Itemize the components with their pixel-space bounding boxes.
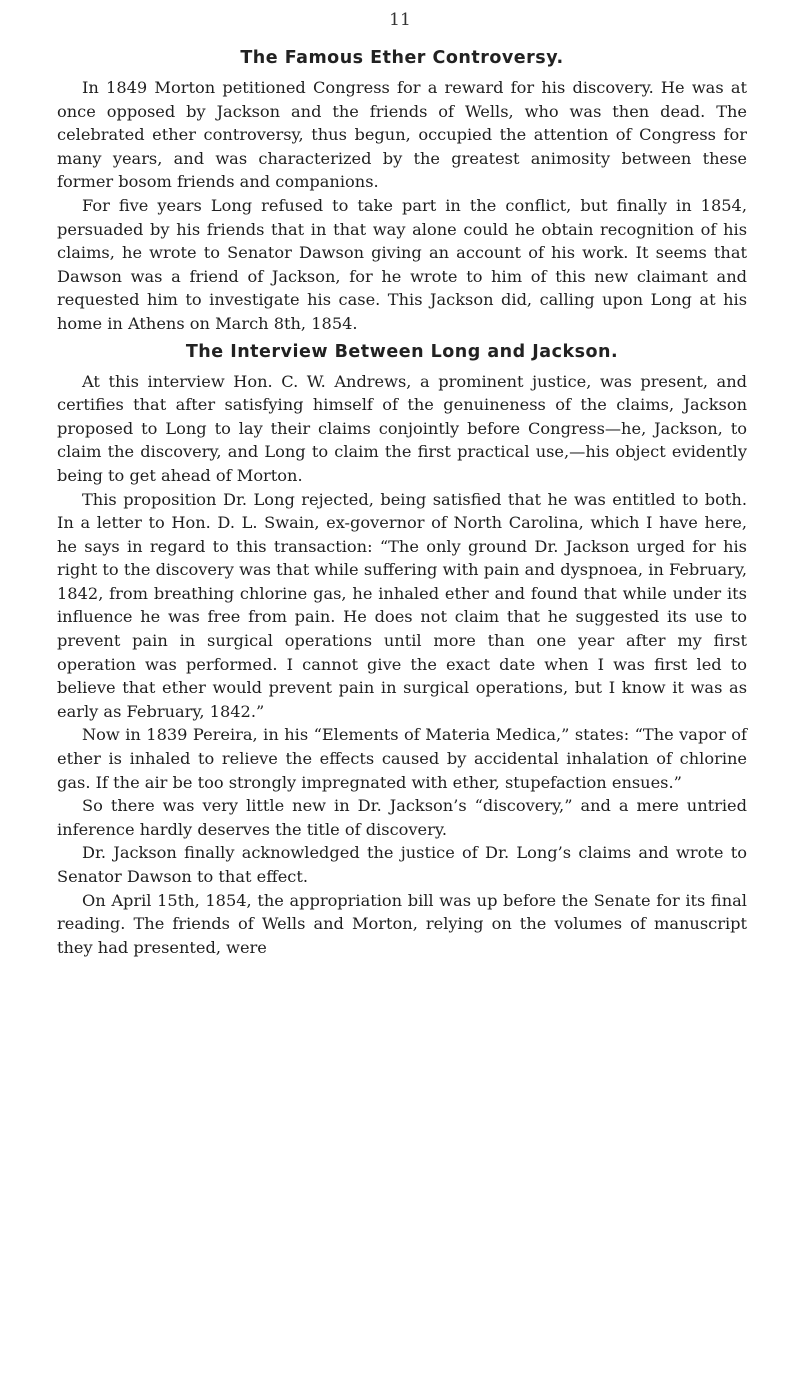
paragraph: In 1849 Morton petitioned Congress for a reward for his discovery. He was at once opposed by Jackson and the friends of Wells, who was then dead. The celebrated ether controversy, thus begun, occupied the attention of Congress for many years, and was characterized by the greatest animosity between these former bosom friends and companions. xyxy=(57,78,747,192)
paragraph: On April 15th, 1854, the appropriation bill was up before the Senate for its final reading. The friends of Wells and Morton, relying on the volumes of manuscript they had presented, were xyxy=(57,890,747,957)
section-heading-interview: The Interview Between Long and Jackson. xyxy=(185,341,619,362)
paragraph: Now in 1839 Pereira, in his “Elements of Materia Medica,” states: “The vapor of ether is inhaled to relieve the effects caused by accidental inhalation of chlorine gas. If the air be too strongly impregnated with ether, stupefaction ensues.” xyxy=(57,725,747,792)
section-heading-ether-controversy: The Famous Ether Controversy. xyxy=(240,48,564,68)
paragraph: This proposition Dr. Long rejected, being satisfied that he was entitled to both. In a letter to Hon. D. L. Swain, ex-governor of North Carolina, which I have here, he says in regard to this transaction: “The only ground Dr. Jackson urged for his right to the discovery was that while suffering with pain and dyspnoea, in February, 1842, from breathing chlorine gas, he inhaled ether and found that while under its influence he was free from pain. He does not claim that he suggested its use to prevent pain in surgical operations until more than one year after my first operation was performed. I cannot give the exact date when I was first led to believe that ether would prevent pain in surgical operations, but I know it was as early as February, 1842.” xyxy=(57,489,747,721)
paragraph: So there was very little new in Dr. Jackson’s “discovery,” and a mere untried inference hardly deserves the title of discovery. xyxy=(57,796,747,839)
document-body xyxy=(57,48,747,959)
paragraph: For five years Long refused to take part in the conflict, but finally in 1854, persuaded by his friends that in that way alone could he obtain recognition of his claims, he wrote to Senator Dawson giving an account of his work. It seems that Dawson was a friend of Jackson, for he wrote to him of this new claimant and requested him to investigate his case. This Jackson did, calling upon Long at his home in Athens on March 8th, 1854. xyxy=(57,195,747,333)
page-number: 11 xyxy=(389,10,411,30)
paragraph: Dr. Jackson finally acknowledged the justice of Dr. Long’s claims and wrote to Senator Dawson to that effect. xyxy=(57,843,747,886)
paragraph: At this interview Hon. C. W. Andrews, a prominent justice, was present, and certifies that after satisfying himself of the genuineness of the claims, Jackson proposed to Long to lay their claims conjointly before Congress—he, Jackson, to claim the discovery, and Long to claim the first practical use,—his object evidently being to get ahead of Morton. xyxy=(57,371,747,485)
